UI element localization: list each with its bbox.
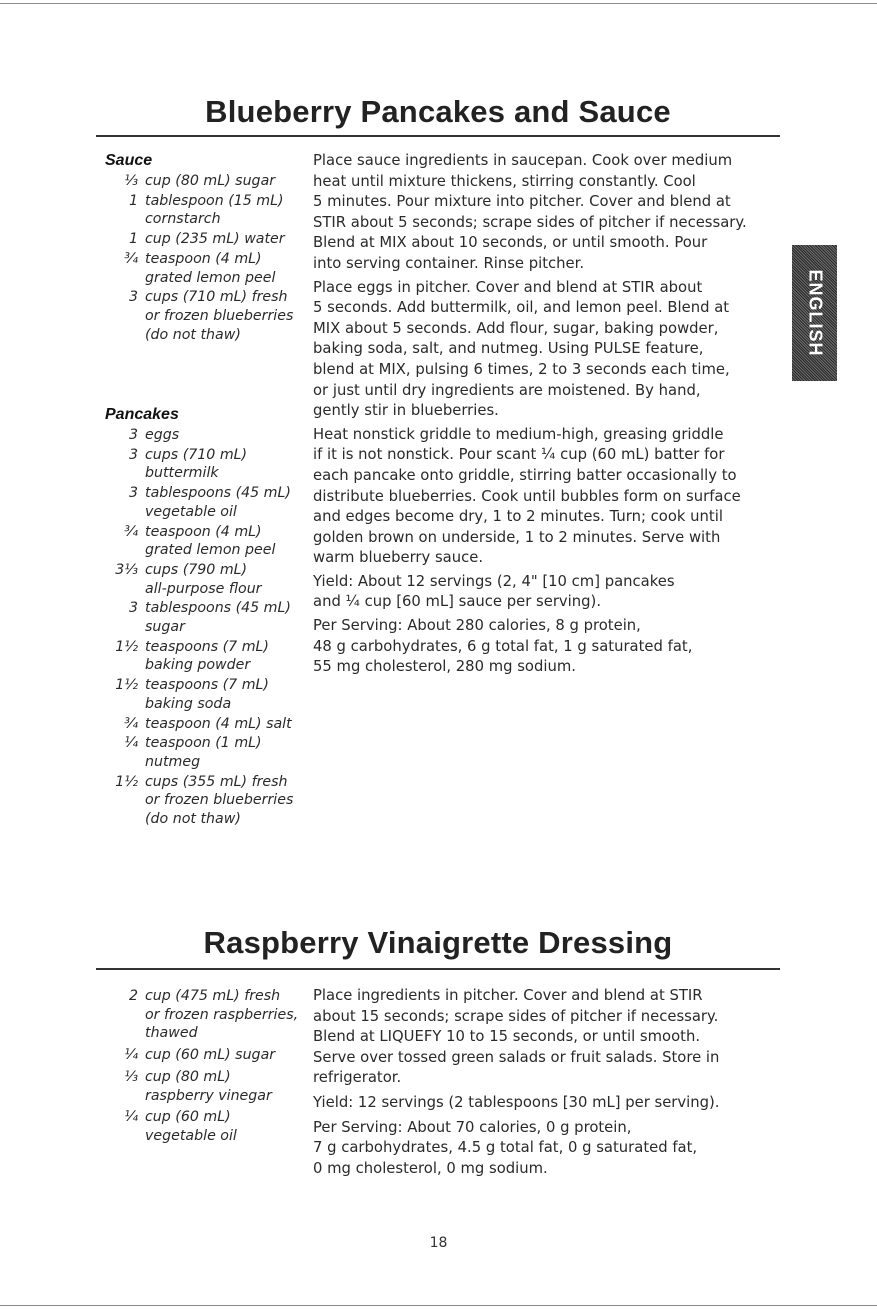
ingredient-quantity: ¼ (124, 1047, 138, 1064)
instruction-paragraph: Place eggs in pitcher. Cover and blend at STIR about 5 seconds. Add buttermilk, oil, and lemon peel. Blend at MIX about 5 seconds. Add flour, sugar, baking powder, baking soda, salt, and nutmeg. Using PULSE feature, blend at MIX, pulsing 6 times, 2 to 3 seconds each time, or just until dry ingredients are moistened. By hand, gently stir in blueberries. (313, 278, 730, 420)
ingredient-item (105, 734, 315, 771)
ingredient-quantity: ⅓ (124, 1068, 138, 1085)
ingredient-quantity: 2 (128, 988, 138, 1004)
ingredient-description: cup (235 mL) water (145, 231, 285, 248)
ingredient-description: cups (790 mL) all-purpose flour (145, 561, 262, 597)
instruction-paragraph: Place sauce ingredients in saucepan. Cook over medium heat until mixture thickens, stirring constantly. Cool 5 minutes. Pour mixture into pitcher. Cover and blend at STIR about 5 seconds; scrape sides of pitcher if necessary. Blend at MIX about 10 seconds, or until smooth. Pour into serving container. Rinse pitcher. (313, 152, 747, 272)
ingredient-item (105, 1068, 315, 1105)
nutrition-text: Per Serving: About 280 calories, 8 g protein, 48 g carbohydrates, 6 g total fat, 1 g saturated fat, 55 mg cholesterol, 280 mg sodium. (313, 617, 693, 676)
ingredient-item (105, 230, 315, 249)
instruction-paragraph: Heat nonstick griddle to medium-high, greasing griddle if it is not nonstick. Pour scant ¼ cup (60 mL) batter for each pancake onto griddle, stirring batter occasionally to distribute blueberries. Cook until bubbles form on surface and edges become dry, 1 to 2 minutes. Turn; cook until golden brown on underside, 1 to 2 minutes. Serve with warm blueberry sauce. (313, 425, 741, 567)
ingredient-item (105, 715, 315, 734)
section-heading-sauce: Sauce (105, 152, 153, 169)
ingredient-quantity: 1½ (115, 773, 138, 790)
ingredient-item (105, 599, 315, 636)
ingredient-description: cups (355 mL) fresh or frozen blueberries (do not thaw) (145, 773, 294, 828)
ingredient-quantity: 1½ (115, 638, 138, 655)
ingredient-item (105, 987, 315, 1043)
ingredient-quantity: 1 (128, 231, 138, 248)
top-border (0, 3, 877, 4)
ingredient-item (105, 561, 315, 598)
yield-text: Yield: 12 servings (2 tablespoons [30 mL] per serving). (313, 1093, 720, 1111)
ingredient-item (105, 1108, 315, 1145)
ingredient-item (105, 676, 315, 713)
recipe-title: Blueberry Pancakes and Sauce (205, 94, 671, 129)
ingredient-quantity: 3 (128, 600, 138, 617)
ingredient-item (105, 1046, 315, 1065)
yield-text: Yield: About 12 servings (2, 4" [10 cm] pancakes and ¼ cup [60 mL] sauce per serving). (313, 572, 675, 611)
ingredient-description: cups (710 mL) buttermilk (145, 446, 248, 482)
language-tab-label: ENGLISH (805, 269, 825, 357)
ingredient-item (105, 250, 315, 287)
ingredient-item (105, 523, 315, 560)
vinaigrette-instructions (313, 986, 793, 1179)
ingredient-description: teaspoons (7 mL) baking soda (145, 677, 269, 712)
ingredient-quantity: ¾ (124, 523, 138, 540)
ingredient-quantity: ¾ (124, 715, 138, 732)
ingredient-item (105, 638, 315, 675)
instruction-paragraph: Place ingredients in pitcher. Cover and blend at STIR about 15 seconds; scrape sides of pitcher if necessary. Blend at LIQUEFY 10 to 15 seconds, or until smooth. Serve over tossed green salads or fruit salads. Store in refrigerator. (313, 987, 720, 1087)
sauce-ingredients (105, 150, 315, 345)
ingredient-quantity: 3 (128, 289, 138, 306)
ingredient-description: cup (80 mL) sugar (145, 173, 276, 189)
ingredient-item (105, 172, 315, 191)
bottom-border (0, 1305, 877, 1306)
ingredient-item (105, 426, 315, 445)
ingredient-description: teaspoon (4 mL) grated lemon peel (145, 523, 276, 559)
ingredient-description: cups (710 mL) fresh or frozen blueberries (do not thaw) (145, 289, 294, 343)
ingredient-description: tablespoons (45 mL) vegetable oil (145, 485, 291, 520)
ingredient-quantity: 3 (128, 427, 138, 443)
ingredient-description: tablespoons (45 mL) sugar (145, 600, 291, 636)
title-rule (96, 968, 780, 970)
ingredient-quantity: ⅓ (124, 173, 138, 189)
vinaigrette-ingredients (105, 987, 315, 1149)
ingredient-quantity: 3 (128, 485, 138, 502)
ingredient-description: cup (60 mL) sugar (145, 1047, 276, 1064)
ingredient-quantity: ¼ (124, 1109, 138, 1126)
page-number: 18 (429, 1235, 448, 1251)
pancake-ingredients (105, 404, 315, 830)
section-heading-pancakes: Pancakes (105, 406, 179, 423)
language-tab (792, 245, 837, 381)
ingredient-description: tablespoon (15 mL) cornstarch (145, 192, 284, 228)
ingredient-item (105, 446, 315, 483)
ingredient-description: teaspoon (4 mL) grated lemon peel (145, 250, 276, 286)
recipe-instructions (313, 151, 793, 678)
ingredient-item (105, 288, 315, 344)
ingredient-quantity: 1½ (115, 677, 138, 694)
ingredient-quantity: ¾ (124, 250, 138, 267)
ingredient-quantity: ¼ (124, 735, 138, 752)
ingredient-description: cup (475 mL) fresh or frozen raspberries, thawed (145, 988, 299, 1042)
title-rule (96, 135, 780, 137)
ingredient-quantity: 3⅓ (115, 561, 138, 578)
ingredient-item (105, 484, 315, 521)
ingredient-item (105, 773, 315, 829)
ingredient-quantity: 3 (128, 446, 138, 463)
ingredient-description: teaspoons (7 mL) baking powder (145, 638, 269, 674)
ingredient-description: teaspoon (4 mL) salt (145, 715, 292, 732)
ingredient-quantity: 1 (128, 192, 138, 209)
ingredient-item (105, 192, 315, 229)
recipe-title: Raspberry Vinaigrette Dressing (203, 925, 673, 960)
ingredient-description: cup (60 mL) vegetable oil (145, 1109, 237, 1144)
ingredient-description: cup (80 mL) raspberry vinegar (145, 1068, 272, 1104)
ingredient-description: eggs (145, 427, 180, 443)
nutrition-text: Per Serving: About 70 calories, 0 g protein, 7 g carbohydrates, 4.5 g total fat, 0 g saturated fat, 0 mg cholesterol, 0 mg sodium. (313, 1118, 698, 1177)
ingredient-description: teaspoon (1 mL) nutmeg (145, 735, 262, 770)
